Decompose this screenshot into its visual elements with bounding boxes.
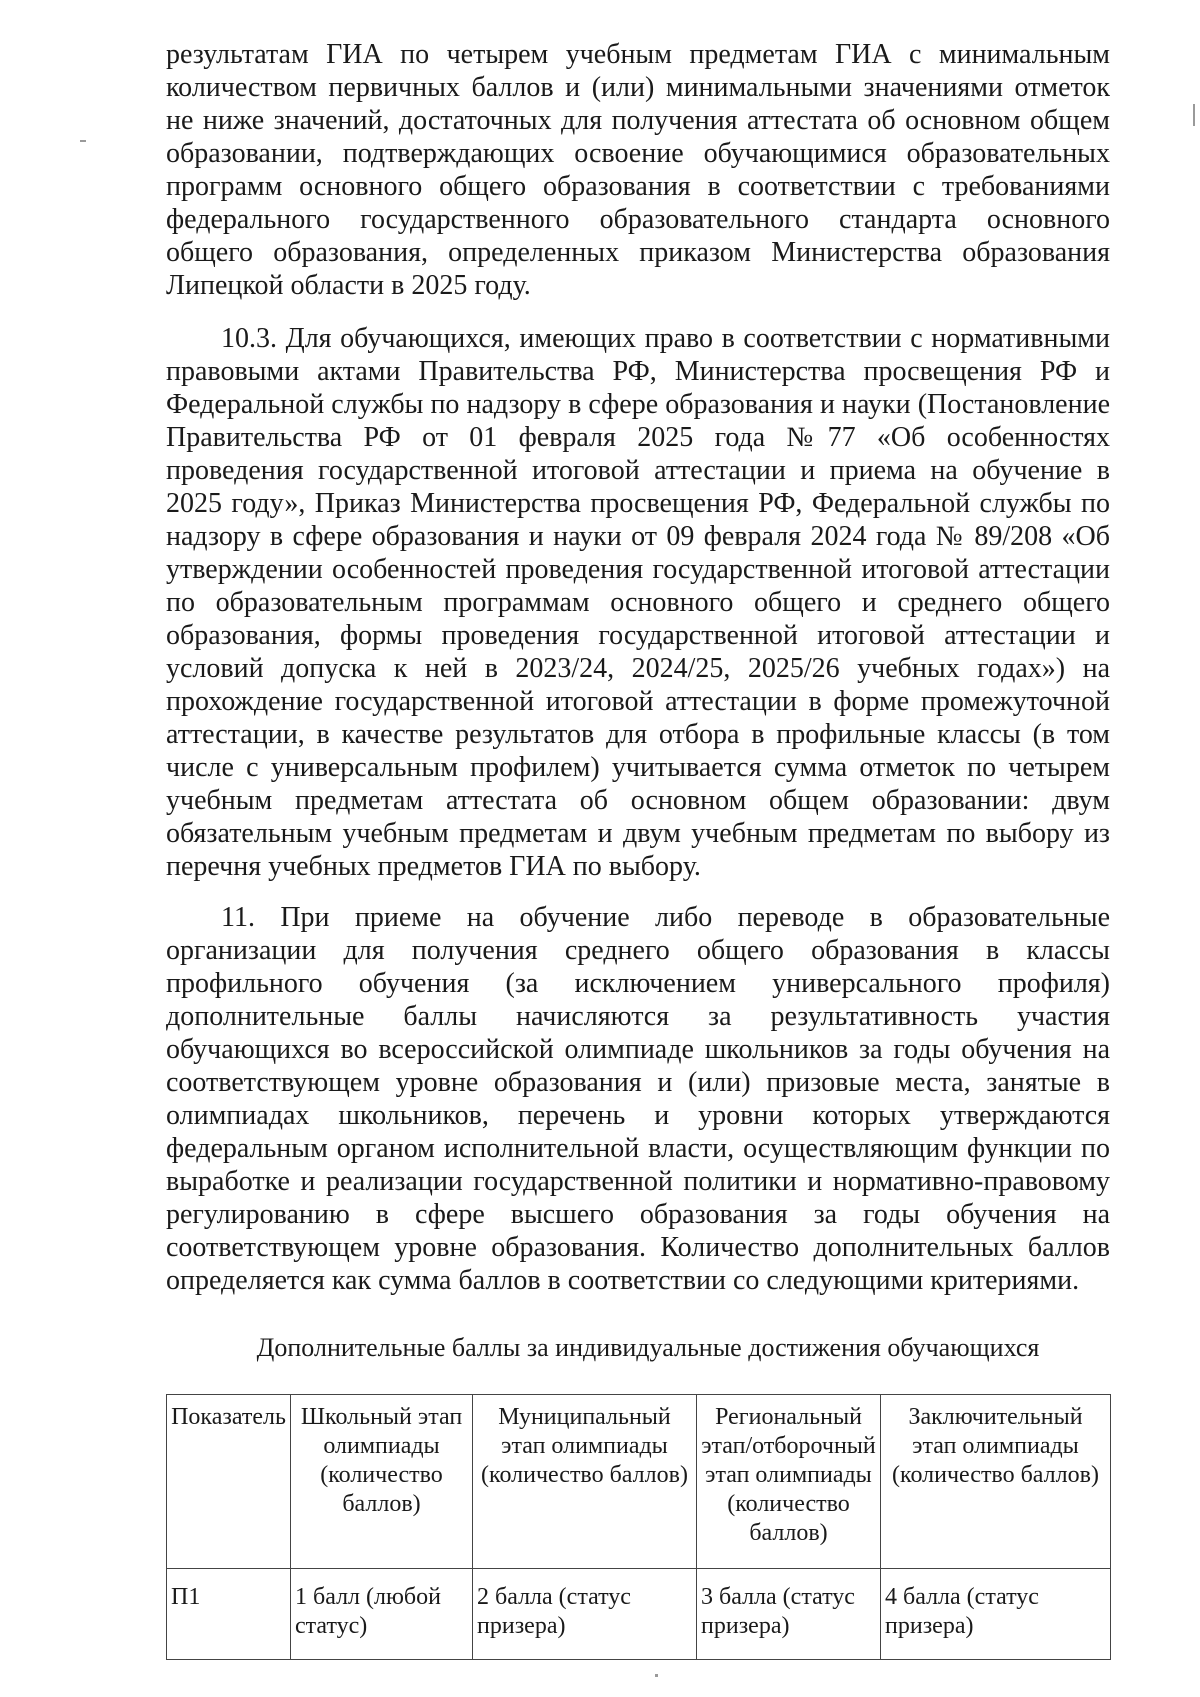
header-municipal-stage: Муниципальный этап олимпиады (количество баллов) bbox=[473, 1395, 697, 1569]
cell-municipal-stage: 2 балла (статус призера) bbox=[473, 1569, 697, 1660]
achievements-table bbox=[166, 1394, 1111, 1660]
scan-mark-left bbox=[80, 140, 86, 142]
cell-regional-stage: 3 балла (статус призера) bbox=[697, 1569, 881, 1660]
header-indicator: Показатель bbox=[167, 1395, 291, 1569]
cell-indicator: П1 bbox=[167, 1569, 291, 1660]
scan-mark-bottom bbox=[655, 1674, 658, 1677]
header-final-stage: Заключительный этап олимпиады (количество баллов) bbox=[881, 1395, 1111, 1569]
header-regional-stage: Региональный этап/отборочный этап олимпиады (количество баллов) bbox=[697, 1395, 881, 1569]
table-row bbox=[167, 1569, 1111, 1660]
paragraph-11: 11. При приеме на обучение либо переводе в образовательные организации для получения среднего общего образования в классы профильного обучения (за исключением универсального профиля) дополнительные баллы начисляются за результативность участия обучающихся во всероссийской олимпиаде школьников за годы обучения на соответствующем уровне образования и (или) призовые места, занятые в олимпиадах школьников, перечень и уровни которых утверждаются федеральным органом исполнительной власти, осуществляющим функции по выработке и реализации государственной политики и нормативно-правовому регулированию в сфере высшего образования за годы обучения на соответствующем уровне образования. Количество дополнительных баллов определяется как сумма баллов в соответствии со следующими критериями. bbox=[166, 902, 1110, 1296]
cell-final-stage: 4 балла (статус призера) bbox=[881, 1569, 1111, 1660]
paragraph-10-3: 10.3. Для обучающихся, имеющих право в соответствии с нормативными правовыми актами Правительства РФ, Министерства просвещения РФ и Федеральной службы по надзору в сфере образования и науки (Постановление Правительства РФ от 01 февраля 2025 года №77 «Об особенностях проведения государственной итоговой аттестации и приема на обучение в 2025 году», Приказ Министерства просвещения РФ, Федеральной службы по надзору в сфере образования и науки от 09 февраля 2024 года № 89/208 «Об утверждении особенностей проведения государственной итоговой аттестации по образовательным программам основного общего и среднего общего образования, формы проведения государственной итоговой аттестации и условий допуска к ней в 2023/24, 2024/25, 2025/26 учебных годах») на прохождение государственной итоговой аттестации в форме промежуточной аттестации, в качестве результатов для отбора в профильные классы (в том числе с универсальным профилем) учитывается сумма отметок по четырем учебным предметам аттестата об основном общем образовании: двум обязательным учебным предметам и двум учебным предметам по выбору из перечня учебных предметов ГИА по выбору. bbox=[166, 323, 1110, 882]
document-page bbox=[166, 38, 1110, 1660]
cell-school-stage: 1 балл (любой статус) bbox=[291, 1569, 473, 1660]
table-header-row bbox=[167, 1395, 1111, 1569]
paragraph-continuation: результатам ГИА по четырем учебным предметам ГИА с минимальным количеством первичных баллов и (или) минимальными значениями отметок не ниже значений, достаточных для получения аттестата об основном общем образовании, подтверждающих освоение обучающимися образовательных программ основного общего образования в соответствии с требованиями федерального государственного образовательного стандарта основного общего образования, определенных приказом Министерства образования Липецкой области в 2025 году. bbox=[166, 39, 1110, 301]
header-school-stage: Школьный этап олимпиады (количество баллов) bbox=[291, 1395, 473, 1569]
scan-mark-right bbox=[1193, 104, 1195, 126]
table-title: Дополнительные баллы за индивидуальные достижения обучающихся bbox=[256, 1333, 1040, 1362]
